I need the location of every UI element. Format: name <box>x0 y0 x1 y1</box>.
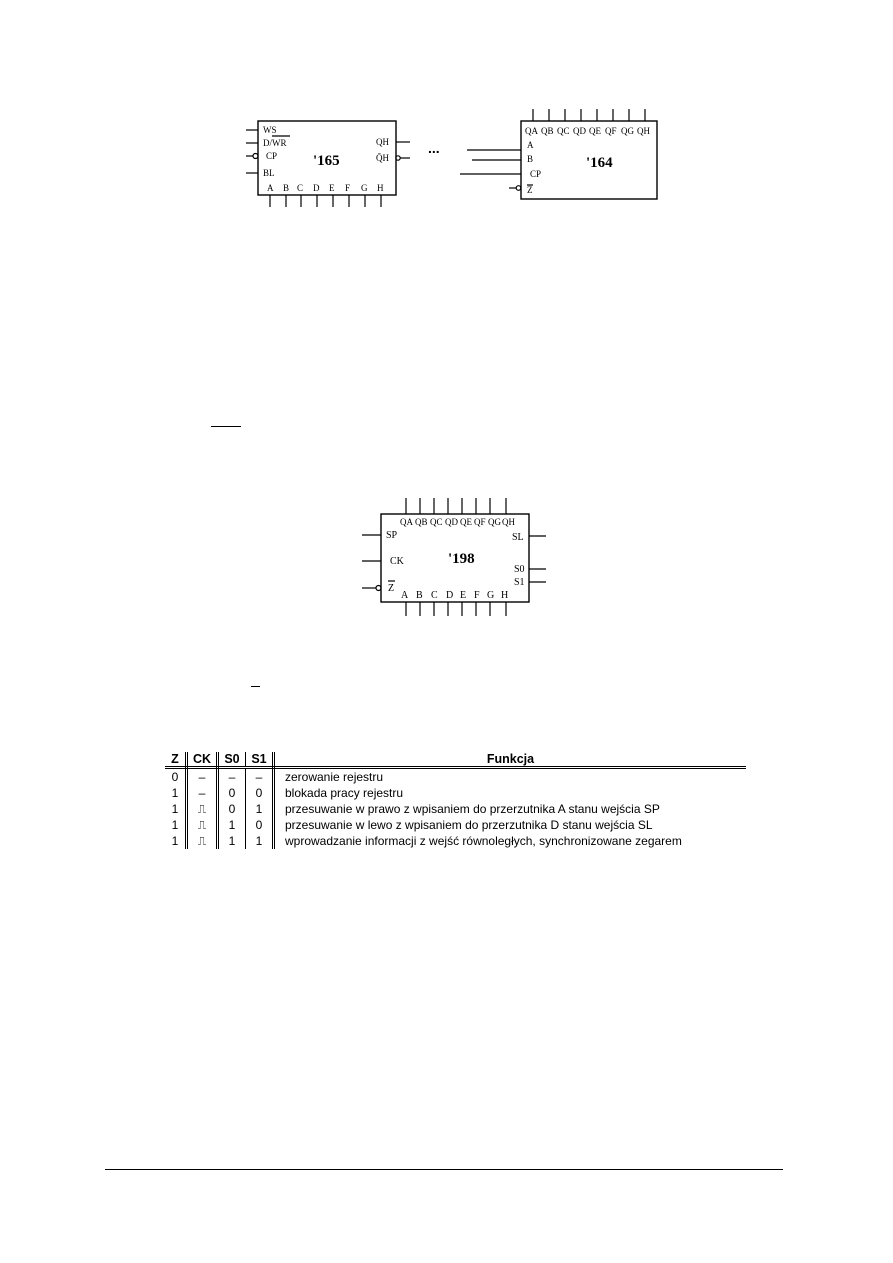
pin-label-sl: SL <box>512 532 524 543</box>
pin-label-cp-164: CP <box>530 169 542 179</box>
table-row <box>165 768 746 786</box>
chip-name-198: '198 <box>448 551 475 567</box>
pin-label-qh-198: QH <box>502 517 515 527</box>
pin-label-d-wr: D/WR <box>263 138 287 148</box>
cell-z: 1 <box>165 817 187 833</box>
pin-label-s1: S1 <box>514 577 525 588</box>
pin-label-g: G <box>361 183 368 193</box>
pin-label-ck: CK <box>390 556 404 567</box>
pin-label-qf-198: QF <box>474 517 486 527</box>
pin-label-f-198: F <box>474 590 480 601</box>
chip-164 <box>460 109 657 199</box>
function-table <box>165 752 746 849</box>
cell-s1: 0 <box>246 785 274 801</box>
cell-z: 1 <box>165 785 187 801</box>
pin-label-qa-198: QA <box>400 517 413 527</box>
table-row <box>165 785 746 801</box>
cell-function: wprowadzanie informacji z wejść równoległych, synchronizowane zegarem <box>285 834 682 848</box>
pin-label-qb-198: QB <box>415 517 428 527</box>
pin-label-bl: BL <box>263 168 275 178</box>
chip-198 <box>362 498 546 616</box>
pin-label-a: A <box>267 183 274 193</box>
chip-name-165: '165 <box>313 153 340 169</box>
cell-s0: 1 <box>218 833 246 849</box>
figure-165-164 <box>0 0 893 230</box>
cell-ck: – <box>187 785 218 801</box>
pin-label-a-198: A <box>401 590 409 601</box>
pin-label-b-164: B <box>527 154 534 164</box>
overline-fragment-2 <box>251 686 260 687</box>
pin-label-c: C <box>297 183 304 193</box>
chip-165 <box>246 121 410 207</box>
cell-s0: 0 <box>218 801 246 817</box>
pin-label-qc: QC <box>557 126 570 136</box>
pin-label-e-198: E <box>460 590 467 601</box>
cell-s1: 1 <box>246 801 274 817</box>
pin-label-c-198: C <box>431 590 438 601</box>
pin-label-qg-198: QG <box>488 517 501 527</box>
pin-label-qe-198: QE <box>460 517 472 527</box>
pin-label-qh: QH <box>637 126 650 136</box>
pin-label-qh: QH <box>376 137 389 147</box>
cell-s1: – <box>246 768 274 786</box>
cell-s0: 1 <box>218 817 246 833</box>
pin-label-qe: QE <box>589 126 601 136</box>
cell-s0: 0 <box>218 785 246 801</box>
cell-s1: 1 <box>246 833 274 849</box>
header-funkcja: Funkcja <box>274 752 747 768</box>
ellipsis: ... <box>428 140 440 156</box>
header-s1: S1 <box>246 752 274 768</box>
cell-ck: – <box>187 768 218 786</box>
cell-function: przesuwanie w lewo z wpisaniem do przerzutnika D stanu wejścia SL <box>285 818 653 832</box>
pin-label-qb: QB <box>541 126 554 136</box>
cell-function: blokada pracy rejestru <box>285 786 404 800</box>
pin-label-d-198: D <box>446 590 454 601</box>
table-row <box>165 801 746 817</box>
pin-label-qa: QA <box>525 126 538 136</box>
table-row <box>165 817 746 833</box>
pin-label-z-198: Z <box>388 583 395 594</box>
pin-label-h: H <box>377 183 384 193</box>
footer-rule <box>105 1169 783 1170</box>
cell-s1: 0 <box>246 817 274 833</box>
pin-label-cp: CP <box>266 151 278 161</box>
top-pins-198 <box>400 517 515 527</box>
header-s0: S0 <box>218 752 246 768</box>
cell-s0: – <box>218 768 246 786</box>
cell-z: 0 <box>165 768 187 786</box>
cell-z: 1 <box>165 833 187 849</box>
figure-198 <box>0 480 893 620</box>
cell-function: zerowanie rejestru <box>285 770 384 784</box>
pin-label-qg: QG <box>621 126 634 136</box>
pin-label-g-198: G <box>487 590 495 601</box>
header-z: Z <box>165 752 187 768</box>
pin-label-z-164: Z <box>527 185 533 195</box>
cell-ck: ⎍ <box>187 801 218 817</box>
cell-z: 1 <box>165 801 187 817</box>
overline-fragment-1 <box>211 426 241 427</box>
table-header-row <box>165 752 746 768</box>
header-ck: CK <box>187 752 218 768</box>
pin-label-qh-neg: Q̄H <box>376 153 389 163</box>
cell-function: przesuwanie w prawo z wpisaniem do przerzutnika A stanu wejścia SP <box>285 802 660 816</box>
pin-label-b: B <box>283 183 290 193</box>
cell-ck: ⎍ <box>187 833 218 849</box>
pin-label-e: E <box>329 183 335 193</box>
pin-label-qd: QD <box>573 126 586 136</box>
pin-label-qf: QF <box>605 126 617 136</box>
chip-name-164: '164 <box>586 155 613 171</box>
pin-label-d: D <box>313 183 320 193</box>
pin-label-qd-198: QD <box>445 517 458 527</box>
pin-label-f: F <box>345 183 351 193</box>
pin-label-h-198: H <box>501 590 509 601</box>
pin-label-s0: S0 <box>514 564 525 575</box>
pin-label-ws: WS <box>263 125 277 135</box>
pin-label-qc-198: QC <box>430 517 443 527</box>
pin-label-a-164: A <box>527 140 534 150</box>
table-row <box>165 833 746 849</box>
cell-ck: ⎍ <box>187 817 218 833</box>
pin-label-b-198: B <box>416 590 423 601</box>
pin-label-sp: SP <box>386 530 398 541</box>
